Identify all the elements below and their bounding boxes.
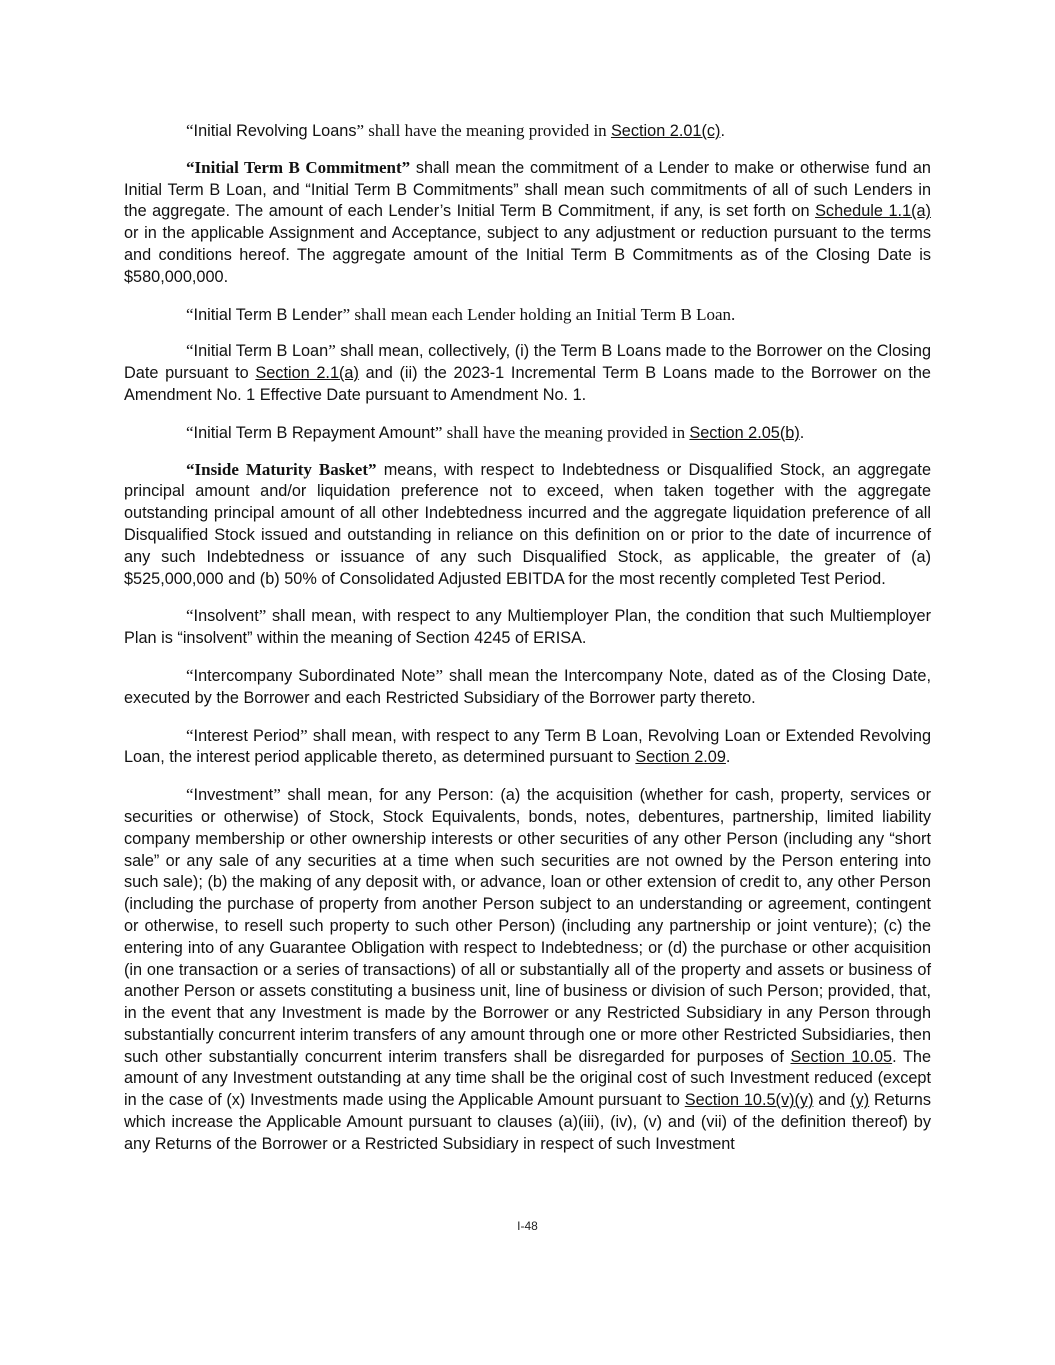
page-number: I-48 (517, 1219, 538, 1233)
section-reference-link[interactable]: Section 2.05(b) (689, 423, 800, 442)
defined-term: Investment (193, 786, 274, 805)
section-reference-link[interactable]: Section 10.05 (790, 1047, 893, 1066)
defined-term: Initial Term B Lender (193, 305, 343, 324)
definition-interest-period: “Interest Period” shall mean, with respect to any Term B Loan, Revolving Loan or Extended Revolving Loan, the interest period applicable thereto, as determined pursuant to Section 2.09. (124, 725, 932, 767)
defined-term: Interest Period (193, 726, 301, 745)
clause-reference-link[interactable]: (y) (850, 1091, 870, 1110)
section-reference-link[interactable]: Section 2.01(c) (610, 122, 721, 140)
definition-initial-term-b-loan: “Initial Term B Loan” shall mean, collectively, (i) the Term B Loans made to the Borrower on the Closing Date pursuant to Section 2.1(a) and (ii) the 2023-1 Incremental Term B Loans made to the Borrower on the Amendment No. 1 Effective Date pursuant to Amendment No. 1. (124, 341, 931, 404)
section-reference-link[interactable]: Section 10.5(v)(y) (684, 1091, 814, 1110)
schedule-reference-link[interactable]: Schedule 1.1(a) (815, 202, 931, 221)
definition-initial-term-b-lender: “Initial Term B Lender” shall mean each Lender holding an Initial Term B Loan. (186, 304, 736, 324)
definition-intercompany-subordinated-note: “Intercompany Subordinated Note” shall mean the Intercompany Note, dated as of the Closing Date, executed by the Borrower and each Restricted Subsidiary of the Borrower party thereto. (124, 665, 931, 707)
defined-term: Initial Term B Commitment (194, 157, 402, 177)
definition-insolvent: “Insolvent” shall mean, with respect to any Multiemployer Plan, the condition that such Multiemployer Plan is “insolvent” within the meaning of Section 4245 of ERISA. (124, 606, 931, 648)
definition-initial-term-b-repayment-amount: “Initial Term B Repayment Amount” shall have the meaning provided in Section 2.05(b). (186, 422, 805, 442)
defined-term: Initial Term B Loan (193, 342, 329, 361)
defined-term: Initial Term B Repayment Amount (193, 423, 435, 442)
defined-term: Inside Maturity Basket (194, 459, 368, 479)
definition-initial-revolving-loans: “Initial Revolving Loans” shall have the meaning provided in Section 2.01(c). (186, 121, 725, 140)
section-reference-link[interactable]: Section 2.1(a) (255, 364, 359, 383)
document-page (124, 120, 931, 1171)
defined-term: Insolvent (193, 607, 259, 626)
defined-term: Initial Revolving Loans (193, 122, 357, 140)
definition-initial-term-b-commitment: “Initial Term B Commitment” shall mean the commitment of a Lender to make or otherwise fund an Initial Term B Loan, and “Initial Term B Commitments” shall mean such commitments of all of such Lenders in the aggregate. The amount of each Lender’s Initial Term B Commitment, if any, is set forth on Schedule 1.1(a) or in the applicable Assignment and Acceptance, subject to any adjustment or reduction pursuant to the terms and conditions hereof. The aggregate amount of the Initial Term B Commitments as of the Closing Date is $580,000,000. (124, 157, 931, 286)
definition-investment: “Investment” shall mean, for any Person: (a) the acquisition (whether for cash, property, services or securities or otherwise) of Stock, Stock Equivalents, bonds, notes, debentures, partnership, limited liability company membership or other ownership interests or other securities of any other Person (including any “short sale” or any sale of any securities at a time when such securities are not owned by the Person entering into such sale); (b) the making of any deposit with, or advance, loan or other extension of credit to, any other Person (including the purchase of property from another Person subject to an understanding or agreement, contingent or otherwise, to resell such property to such other Person) (including any partnership or joint venture); (c) the entering into of any Guarantee Obligation with respect to Indebtedness; or (d) the purchase or other acquisition (in one transaction or a series of transactions) of all or substantially all of the property and assets or business of another Person or assets constituting a business unit, line of business or division of such Person; provided, that, in the event that any Investment is made by the Borrower or any Restricted Subsidiary in any Person through substantially concurrent interim transfers of any amount through one or more other Restricted Subsidiaries, then such other substantially concurrent interim transfers shall be disregarded for purposes of Section 10.05. The amount of any Investment outstanding at any time shall be the original cost of such Investment reduced (except in the case of (x) Investments made using the Applicable Amount pursuant to Section 10.5(v)(y) and (y) Returns which increase the Applicable Amount pursuant to clauses (a)(iii), (iv), (v) and (vii) of the definition thereof) by any Returns of the Borrower or a Restricted Subsidiary in respect of such Investment (124, 785, 932, 1153)
defined-term: Intercompany Subordinated Note (193, 666, 436, 685)
definition-inside-maturity-basket: “Inside Maturity Basket” means, with respect to Indebtedness or Disqualified Stock, an aggregate principal amount and/or liquidation preference not to exceed, when taken together with the aggregate outstanding principal amount of all other Indebtedness incurred and the aggregate liquidation preference of all Disqualified Stock issued and outstanding in reliance on this definition on or prior to the date of incurrence of any such Indebtedness or issuance of any such Disqualified Stock, as applicable, the greater of (a) $525,000,000 and (b) 50% of Consolidated Adjusted EBITDA for the most recently completed Test Period. (124, 459, 932, 588)
section-reference-link[interactable]: Section 2.09 (635, 748, 726, 767)
